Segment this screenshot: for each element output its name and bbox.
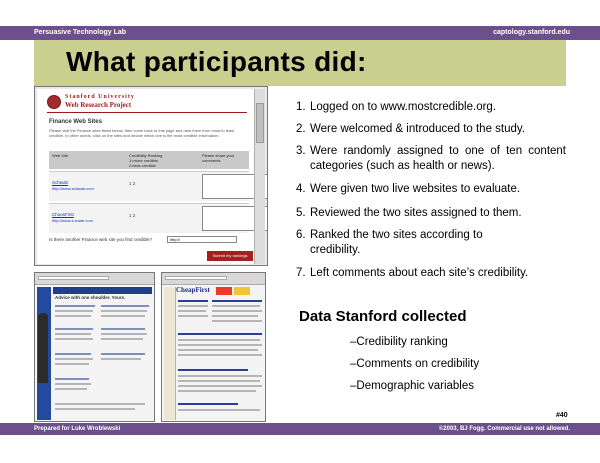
divider xyxy=(47,112,247,113)
address-bar xyxy=(38,276,109,280)
site-url[interactable]: http://www.schwab.com xyxy=(52,186,94,191)
text-line xyxy=(212,300,262,302)
step-text: Were welcomed & introduced to the study. xyxy=(310,123,525,135)
text-line xyxy=(55,305,95,307)
rank-radios[interactable]: 1 2 xyxy=(129,213,136,218)
promo-badge-icon xyxy=(234,287,250,295)
slide-title: What participants did: xyxy=(66,46,367,77)
text-line xyxy=(101,315,145,317)
text-line xyxy=(212,310,262,312)
text-line xyxy=(55,408,135,410)
title-band xyxy=(34,40,566,86)
text-line xyxy=(178,315,208,317)
text-line xyxy=(178,339,260,341)
text-line xyxy=(178,354,262,356)
step-number: 4. xyxy=(296,183,306,195)
browser-toolbar xyxy=(35,273,154,285)
step-text: Left comments about each site’s credibility. xyxy=(310,267,529,279)
site-link[interactable]: ChoosFirst xyxy=(52,212,74,217)
scrollbar[interactable] xyxy=(254,89,265,264)
col-rank: Credibility Ranking 1=more credible 2=less credible xyxy=(129,153,163,168)
text-line xyxy=(101,333,147,335)
table-row xyxy=(49,203,249,233)
text-line xyxy=(178,349,258,351)
section-heading: Finance Web Sites xyxy=(49,119,102,125)
text-line xyxy=(178,310,206,312)
text-line xyxy=(101,338,143,340)
text-line xyxy=(178,403,238,405)
text-line xyxy=(101,328,145,330)
text-line xyxy=(178,305,208,307)
text-line xyxy=(55,338,93,340)
text-line xyxy=(101,358,141,360)
site-logo: CheapFirst xyxy=(176,286,210,294)
text-line xyxy=(55,363,89,365)
step-number: 7. xyxy=(296,267,306,279)
text-line xyxy=(55,310,93,312)
text-line xyxy=(55,403,145,405)
stanford-label: Stanford University xyxy=(65,94,135,100)
step-number: 2. xyxy=(296,123,306,135)
text-line xyxy=(178,390,256,392)
other-site-question: Is there another Finance web site you find credible? xyxy=(49,237,153,242)
text-line xyxy=(212,305,260,307)
text-line xyxy=(178,344,262,346)
other-site-input[interactable]: http:// xyxy=(167,236,237,243)
person-photo-icon xyxy=(38,313,48,383)
promo-badge-icon xyxy=(216,287,232,295)
scrollbar-thumb[interactable] xyxy=(256,103,264,143)
text-line xyxy=(212,315,258,317)
text-line xyxy=(55,353,91,355)
site-url[interactable]: http://www.e-trade.com xyxy=(52,218,93,223)
text-line xyxy=(178,300,208,302)
col-site: Web Site xyxy=(52,153,69,158)
text-line xyxy=(55,315,91,317)
header-left: Persuasive Technology Lab xyxy=(34,29,127,36)
step-text: Were given two live websites to evaluate. xyxy=(310,183,521,195)
project-label: Web Research Project xyxy=(65,101,132,109)
rank-radios[interactable]: 1 2 xyxy=(129,181,136,186)
site-header xyxy=(53,287,152,294)
footer-right: ©2003, BJ Fogg. Commercial use not allowed. xyxy=(438,426,570,432)
step-text: Ranked the two sites according to credibility. xyxy=(310,229,483,256)
collected-item: –Demographic variables xyxy=(350,380,475,392)
site-tagline: Advice with one shoulder. Yours. xyxy=(55,295,126,300)
collected-item: –Comments on credibility xyxy=(350,358,480,370)
footer-left: Prepared for Luke Wroblewski xyxy=(34,426,121,432)
address-bar xyxy=(165,276,227,280)
form-page xyxy=(37,89,254,264)
text-line xyxy=(101,310,147,312)
header-right: captology.stanford.edu xyxy=(493,29,570,36)
step-text: Logged on to www.mostcredible.org. xyxy=(310,101,497,113)
text-line xyxy=(178,375,262,377)
text-line xyxy=(55,358,93,360)
text-line xyxy=(55,328,93,330)
text-line xyxy=(178,369,248,371)
screenshot-site-a xyxy=(34,272,155,422)
stanford-seal-icon xyxy=(47,95,61,109)
page-number: #40 xyxy=(556,412,568,419)
collected-item: –Credibility ranking xyxy=(350,336,448,348)
step-number: 3. xyxy=(296,145,306,157)
step-number: 1. xyxy=(296,101,306,113)
site-link[interactable]: Schwab xyxy=(52,180,69,185)
screenshot-ranking-form xyxy=(34,86,268,266)
text-line xyxy=(55,383,91,385)
collected-heading: Data Stanford collected xyxy=(299,308,467,325)
header-bar xyxy=(0,26,600,40)
text-line xyxy=(101,305,149,307)
text-line xyxy=(55,378,89,380)
table-row xyxy=(49,171,249,201)
text-line xyxy=(178,409,260,411)
site-nav xyxy=(164,287,176,420)
browser-toolbar xyxy=(162,273,265,285)
text-line xyxy=(55,388,87,390)
step-text: Were randomly assigned to one of ten content categories (such as health or news). xyxy=(310,145,566,172)
text-line xyxy=(212,320,262,322)
instructions-text: Please visit the Finance sites listed below, then come back to this page and rank them from most to least credible. In other words, click on the sites and decide which one is the most credible information. xyxy=(49,128,235,138)
step-number: 6. xyxy=(296,229,306,241)
text-line xyxy=(178,333,262,335)
text-line xyxy=(101,353,145,355)
text-line xyxy=(178,380,260,382)
step-text: Reviewed the two sites assigned to them. xyxy=(310,207,522,219)
submit-button[interactable]: Submit my rankings xyxy=(207,251,253,261)
text-line xyxy=(55,333,91,335)
step-number: 5. xyxy=(296,207,306,219)
screenshot-site-b xyxy=(161,272,266,422)
text-line xyxy=(178,385,262,387)
table-header xyxy=(49,151,249,169)
footer-bar xyxy=(0,423,600,435)
col-comments: Please share your comments xyxy=(202,153,235,163)
